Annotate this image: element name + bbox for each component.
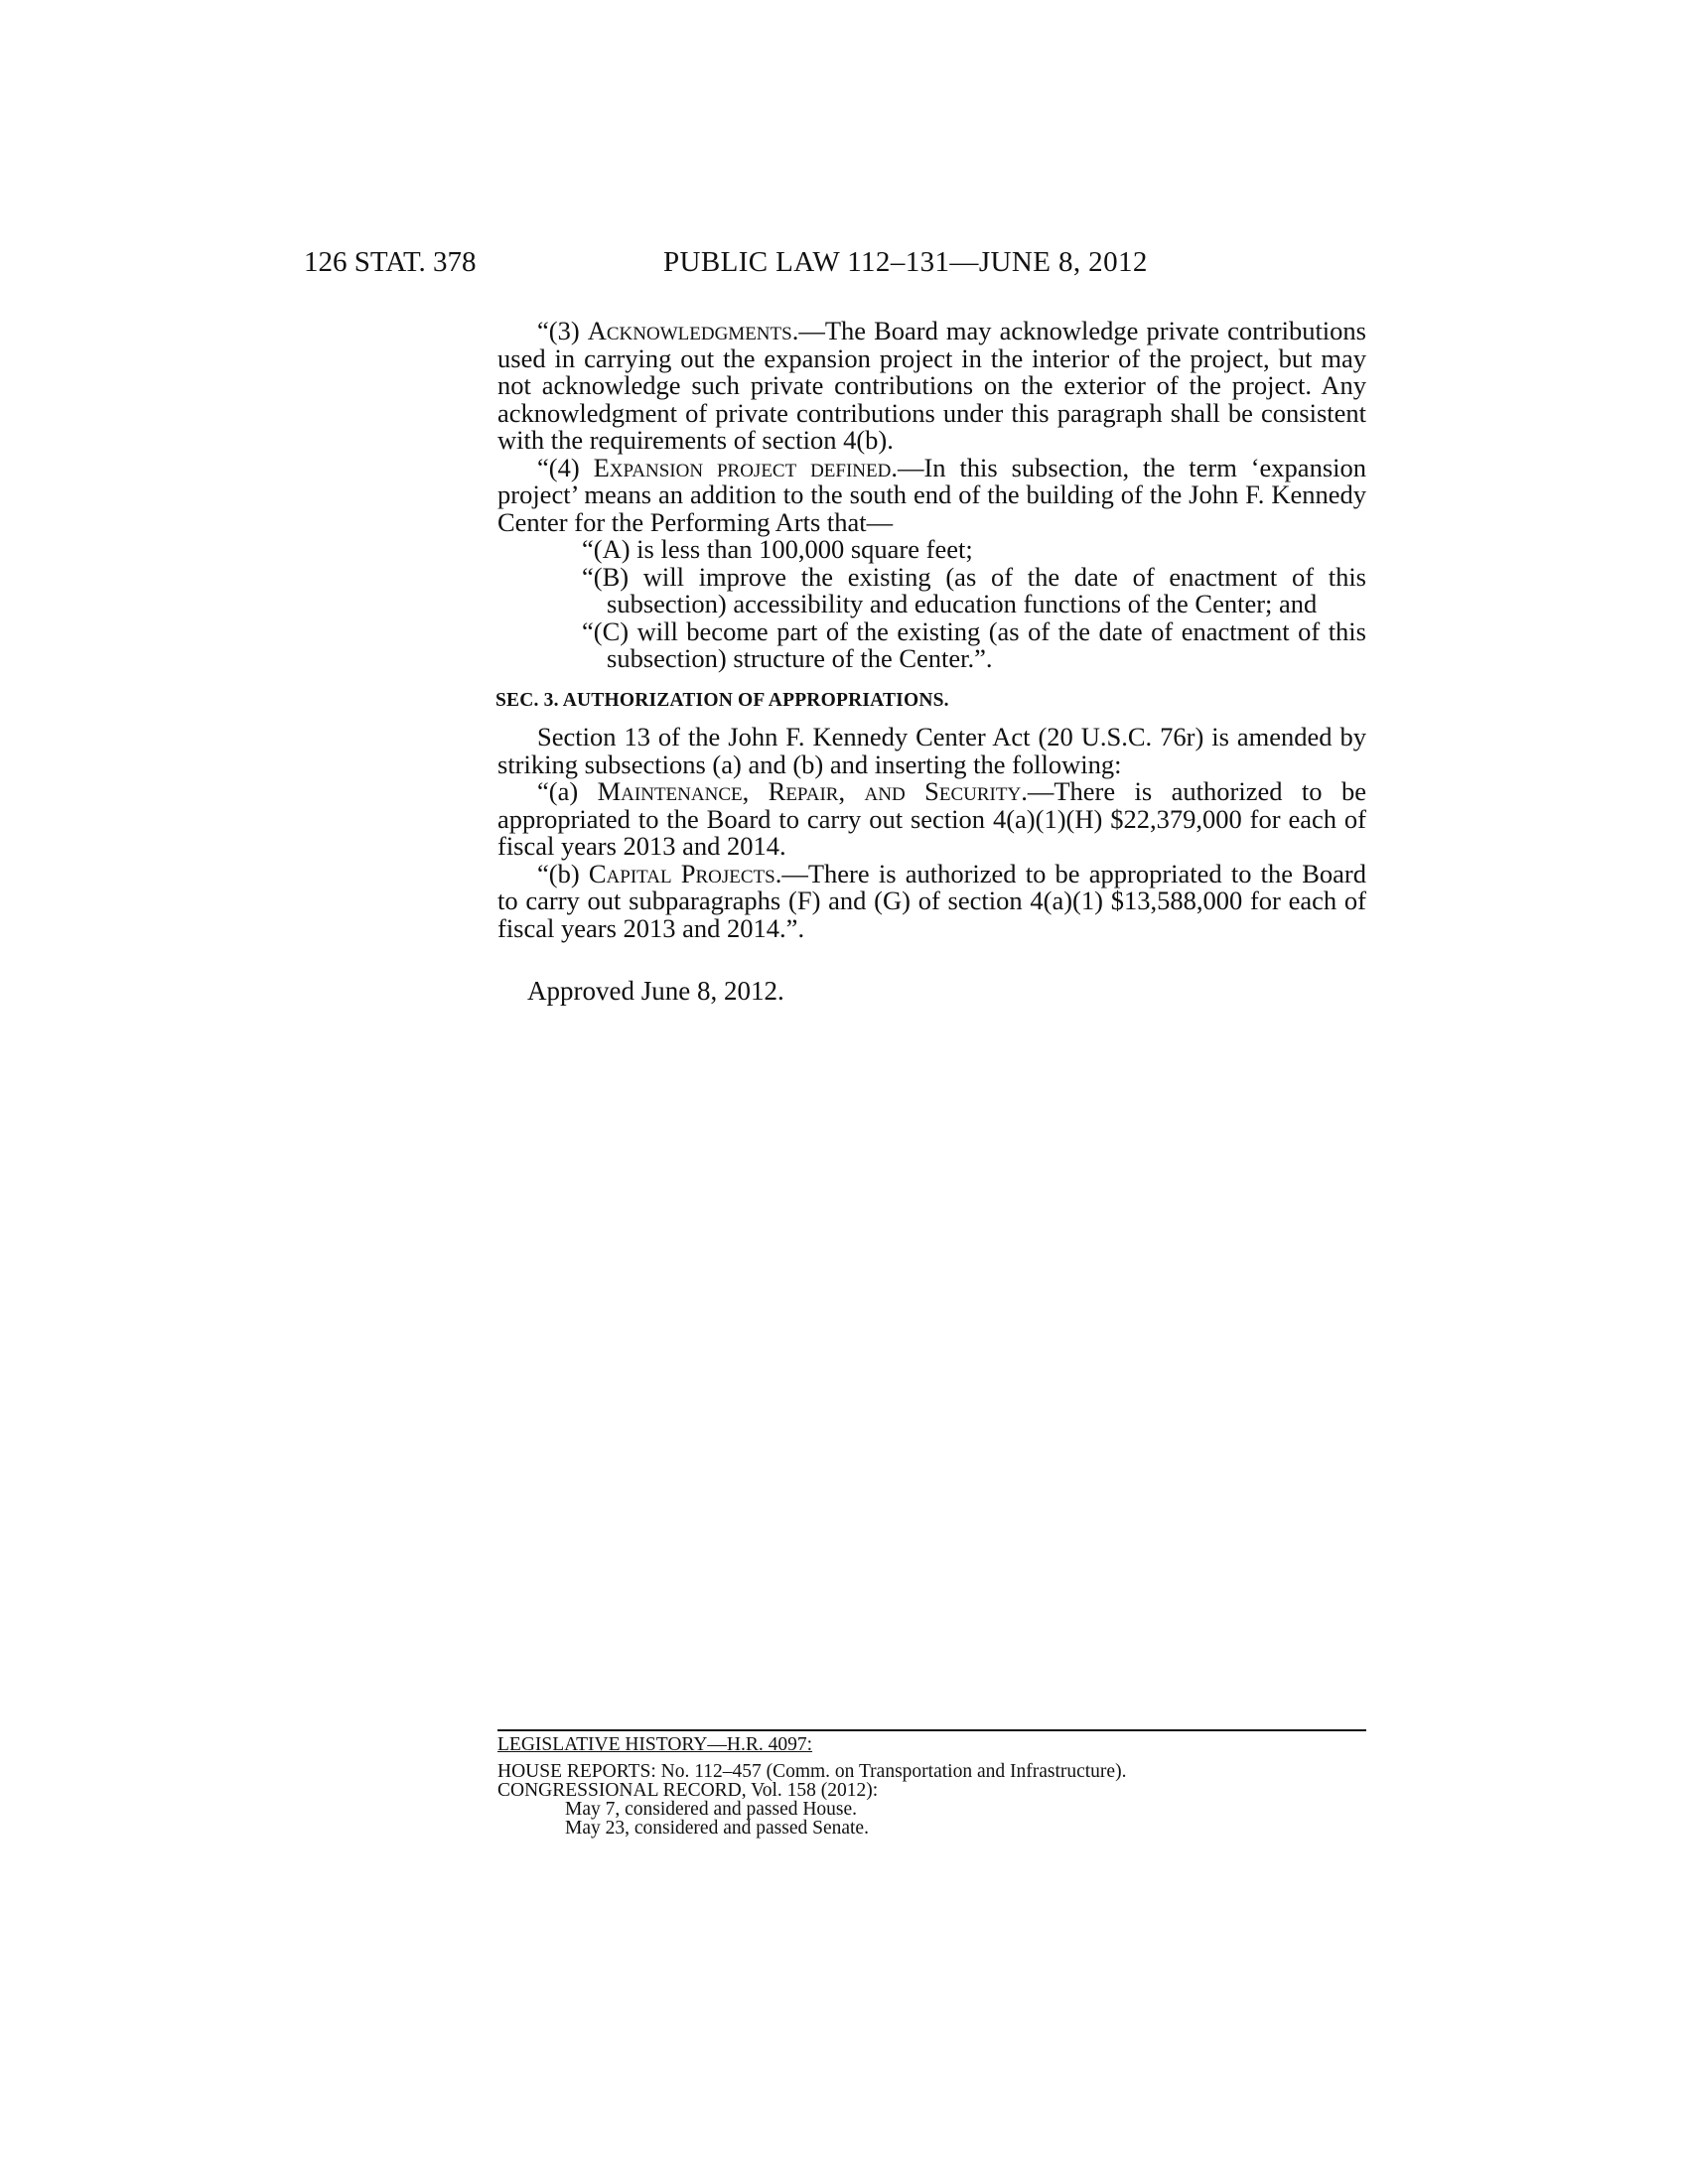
subparagraph-a: “(A) is less than 100,000 square feet;	[582, 534, 973, 564]
law-title: PUBLIC LAW 112–131—JUNE 8, 2012	[663, 246, 1148, 278]
statute-page-ref: 126 STAT. 378	[304, 246, 477, 278]
subsection-a-heading: Maintenance, Repair, and Security	[597, 776, 1022, 806]
subsection-a-maintenance: “(a) Maintenance, Repair, and Security.—There is authorized to be appropriated to the Board to carry out section 4(a)(1)(H) $22,379,000 for each of fiscal years 2013 and 2014.	[497, 776, 1366, 861]
document-body	[497, 318, 1366, 1006]
legislative-history	[497, 1729, 1366, 1838]
section-3-heading: SEC. 3. AUTHORIZATION OF APPROPRIATIONS.	[495, 689, 949, 711]
paragraph-4-expansion-project: “(4) Expansion project defined.—In this subsection, the term ‘expansion project’ means an addition to the south end of the building of the John F. Kennedy Center for the Performing Arts that—	[497, 452, 1366, 537]
subparagraph-b: “(B) will improve the existing (as of the date of enactment of this subsection) accessibility and education functions of the Center; and	[582, 561, 1366, 618]
paragraph-4-heading: Expansion project defined	[593, 452, 892, 482]
history-event: May 7, considered and passed House.	[565, 1799, 858, 1820]
history-title: LEGISLATIVE HISTORY—H.R. 4097:	[497, 1734, 813, 1755]
section-3-body	[497, 724, 1366, 942]
paragraph-3-heading: Acknowledgments	[587, 316, 792, 345]
approval-date: Approved June 8, 2012.	[527, 976, 784, 1006]
running-header	[304, 246, 1366, 286]
subparagraph-c: “(C) will become part of the existing (as of the date of enactment of this subsection) structure of the Center.”.	[582, 615, 1366, 673]
congressional-record: CONGRESSIONAL RECORD, Vol. 158 (2012):	[497, 1780, 879, 1801]
history-divider	[497, 1729, 1366, 1731]
paragraph-3-acknowledgments: “(3) Acknowledgments.—The Board may acknowledge private contributions used in carrying out the expansion project in the interior of the project, but may not acknowledge such private contributions on the exterior of the project. Any acknowledgment of private contributions under this paragraph shall be consistent with the requirements of section 4(b).	[497, 316, 1366, 455]
subsection-b-capital-projects: “(b) Capital Projects.—There is authorized to be appropriated to the Board to carry out subparagraphs (F) and (G) of section 4(a)(1) $13,588,000 for each of fiscal years 2013 and 2014.”.	[497, 858, 1366, 943]
section-3-intro: Section 13 of the John F. Kennedy Center Act (20 U.S.C. 76r) is amended by striking subsections (a) and (b) and inserting the following:	[497, 722, 1366, 779]
house-reports: HOUSE REPORTS: No. 112–457 (Comm. on Transportation and Infrastructure).	[497, 1761, 1127, 1782]
subsection-b-heading: Capital Projects	[588, 858, 775, 888]
history-event: May 23, considered and passed Senate.	[565, 1818, 869, 1839]
